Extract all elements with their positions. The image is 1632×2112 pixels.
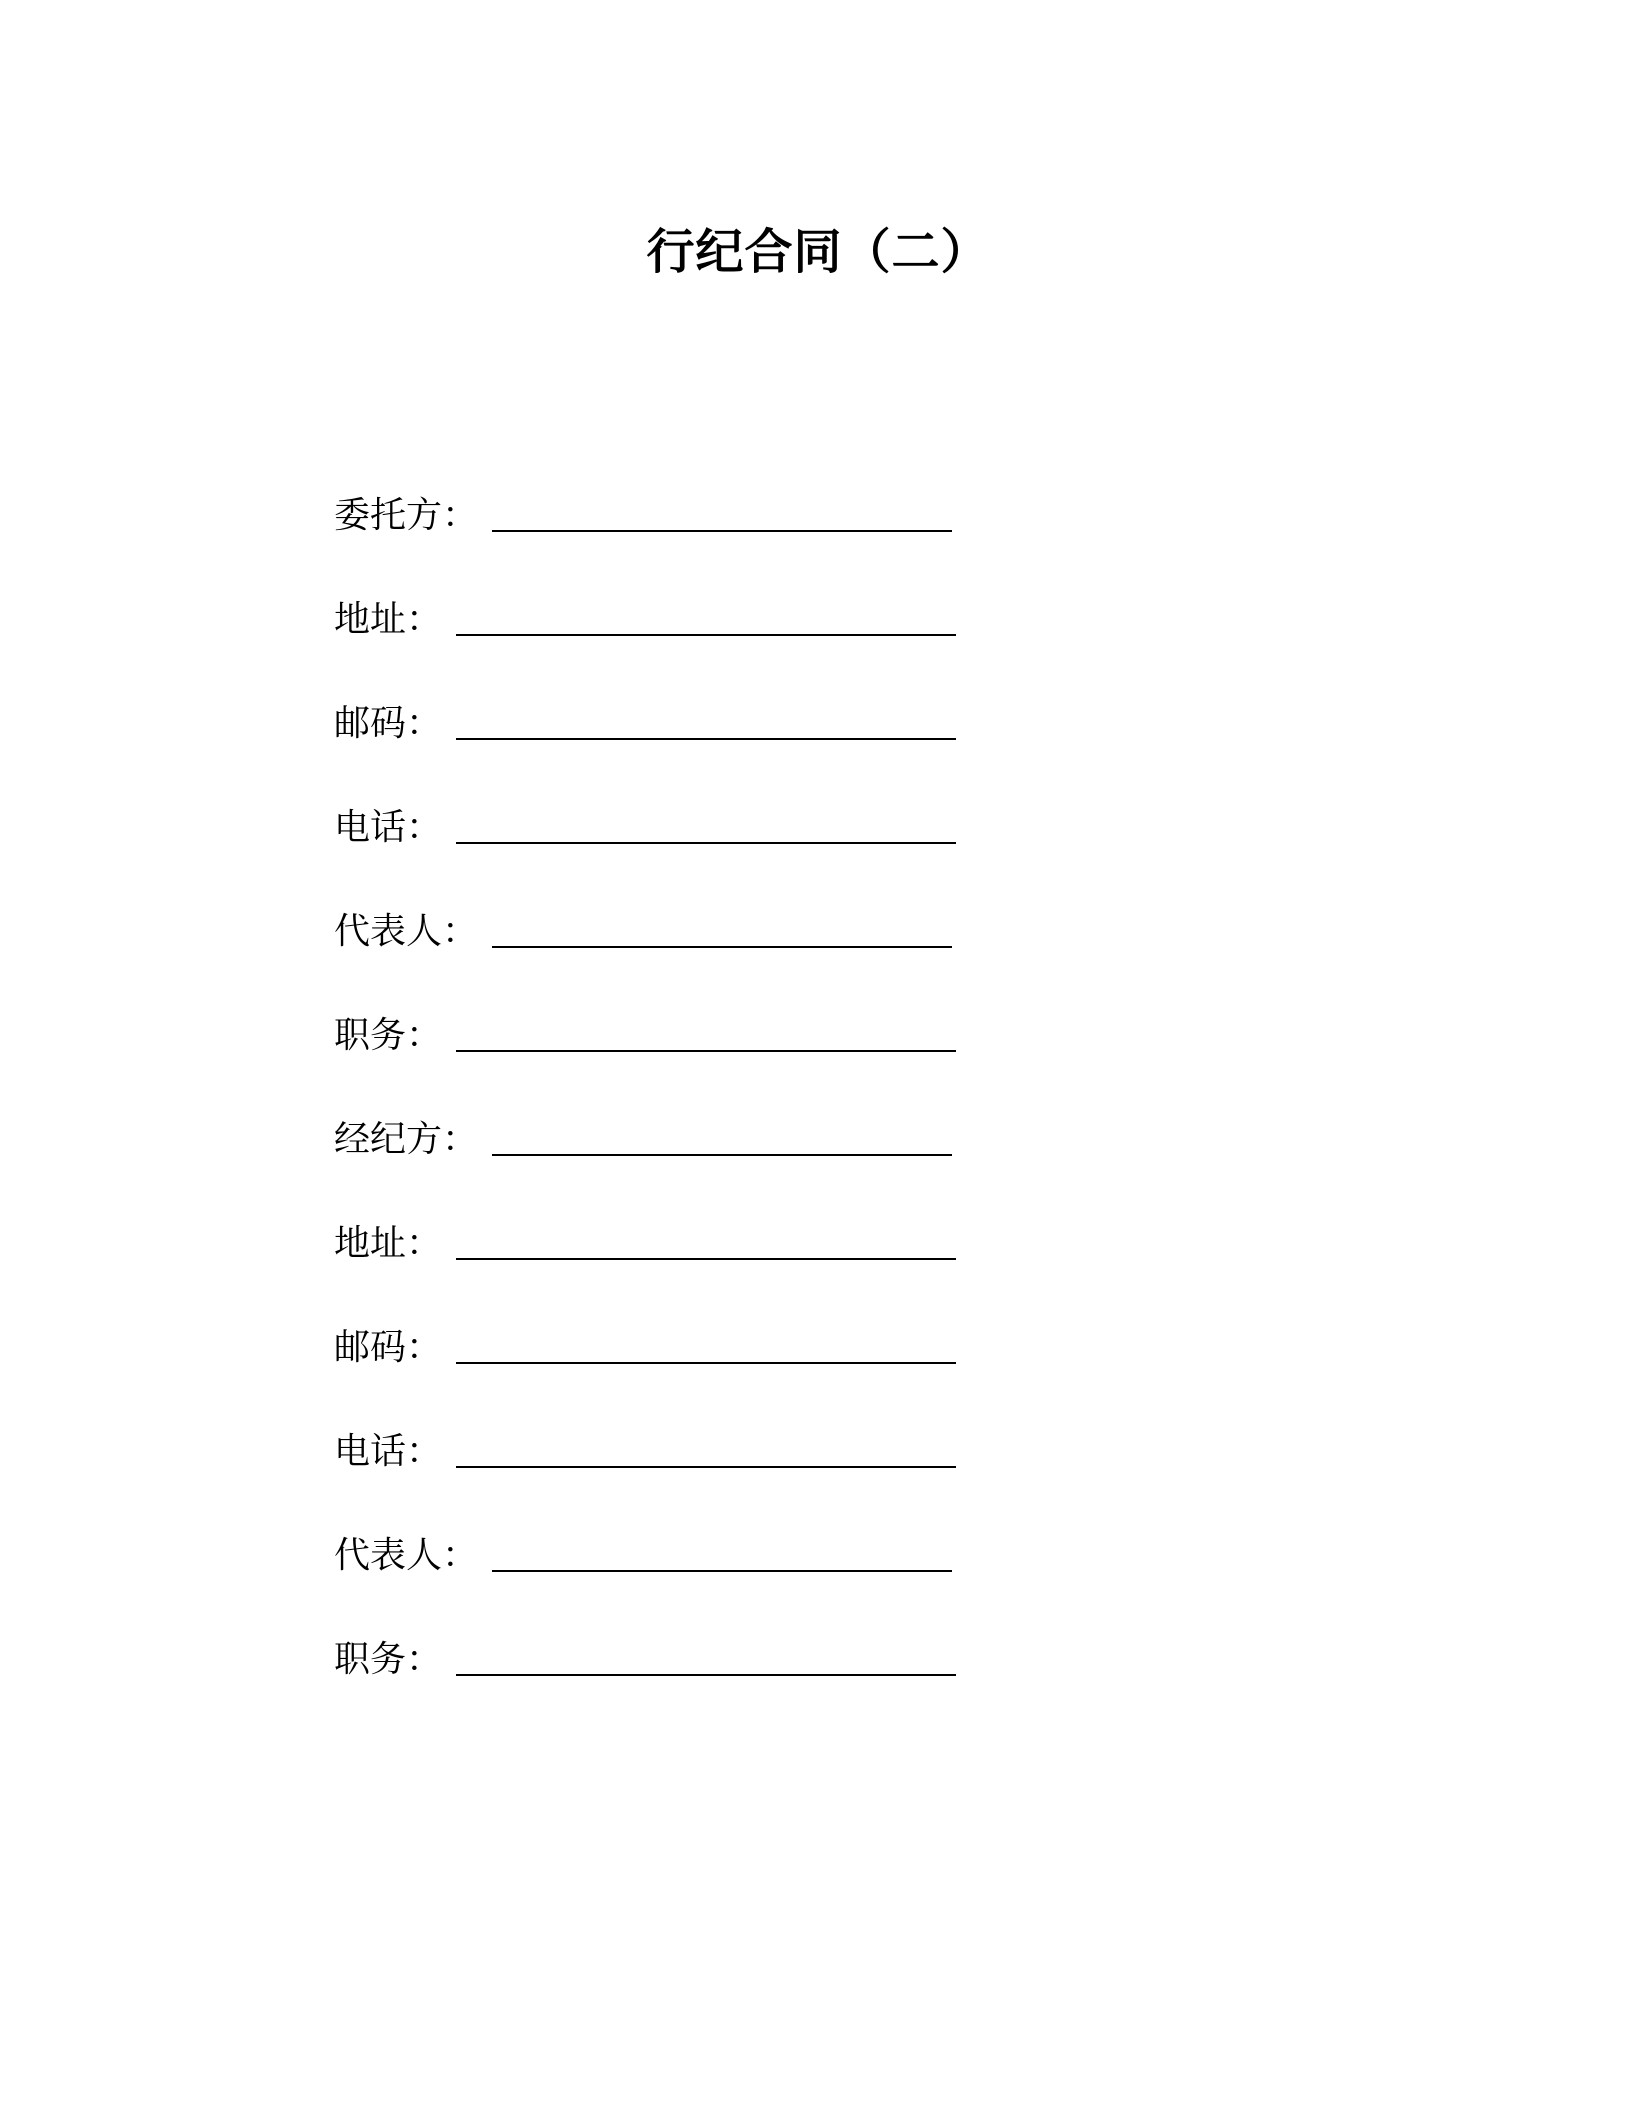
field-row-principal-representative [334, 902, 1334, 1006]
field-label: 邮码： [334, 703, 443, 744]
document-title: 行纪合同（二） [646, 224, 990, 280]
fill-in-blank [456, 1214, 956, 1260]
field-row-broker-position [334, 1630, 1334, 1734]
fill-in-blank [456, 1630, 956, 1676]
field-label: 职务： [334, 1015, 443, 1056]
fill-in-blank [456, 1422, 956, 1468]
field-label: 经纪方： [334, 1119, 479, 1160]
field-label: 委托方： [334, 495, 479, 536]
field-row-principal-postcode [334, 694, 1334, 798]
field-row-broker-address [334, 1214, 1334, 1318]
fill-in-blank [456, 1318, 956, 1364]
fill-in-blank [456, 1006, 956, 1052]
field-row-principal-address [334, 590, 1334, 694]
field-label: 邮码： [334, 1327, 443, 1368]
field-label: 电话： [334, 1431, 443, 1472]
fill-in-blank [492, 1526, 952, 1572]
field-label: 地址： [334, 1223, 443, 1264]
field-label: 电话： [334, 807, 443, 848]
fill-in-blank [456, 694, 956, 740]
field-row-broker-postcode [334, 1318, 1334, 1422]
field-label: 代表人： [334, 911, 479, 952]
field-row-principal-position [334, 1006, 1334, 1110]
field-row-principal-phone [334, 798, 1334, 902]
field-row-principal [334, 486, 1334, 590]
party-info-fields [334, 486, 1334, 1734]
field-row-broker-representative [334, 1526, 1334, 1630]
fill-in-blank [492, 1110, 952, 1156]
field-label: 职务： [334, 1639, 443, 1680]
fill-in-blank [456, 798, 956, 844]
fill-in-blank [456, 590, 956, 636]
field-label: 地址： [334, 599, 443, 640]
fill-in-blank [492, 486, 952, 532]
field-label: 代表人： [334, 1535, 479, 1576]
field-row-broker [334, 1110, 1334, 1214]
field-row-broker-phone [334, 1422, 1334, 1526]
fill-in-blank [492, 902, 952, 948]
